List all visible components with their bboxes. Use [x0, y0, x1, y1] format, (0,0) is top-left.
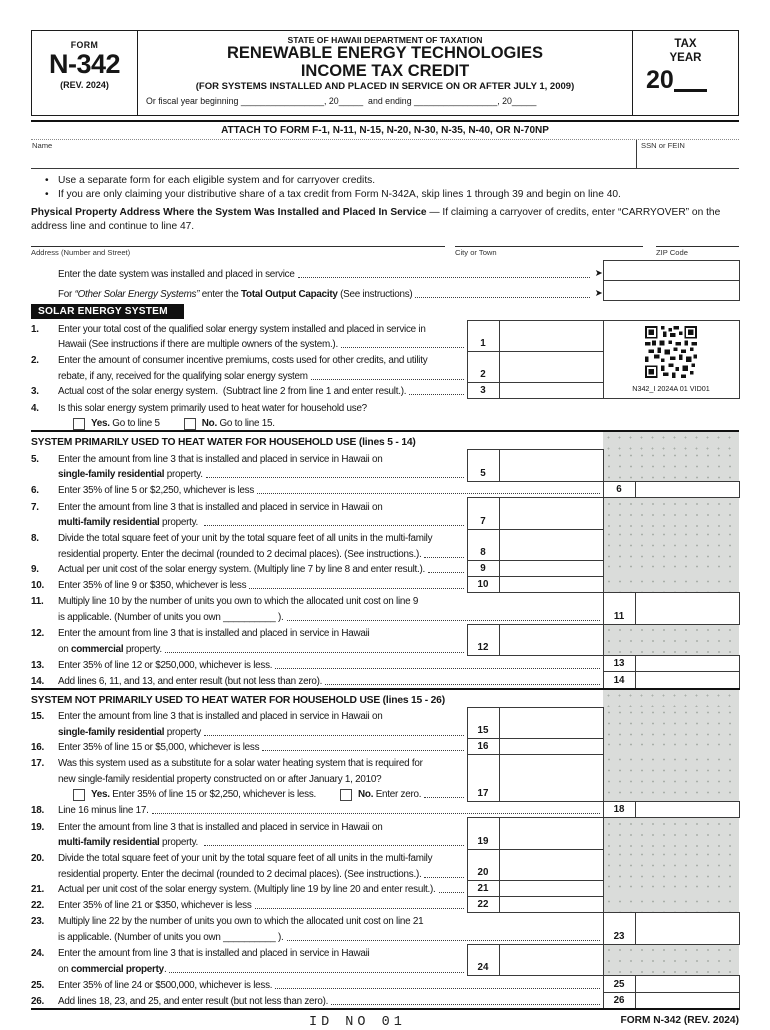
attach-instruction: ATTACH TO FORM F-1, N-11, N-15, N-20, N-30, N-35, N-40, OR N-70NP — [31, 120, 739, 139]
identity-row — [31, 139, 739, 169]
zip-field[interactable] — [656, 246, 739, 257]
line-number: 1. — [31, 323, 39, 335]
form-reference: FORM N-342 (REV. 2024) — [620, 1014, 739, 1026]
line-number: 21. — [31, 884, 44, 896]
name-field[interactable] — [31, 140, 636, 168]
department-line: STATE OF HAWAII DEPARTMENT OF TAXATION — [287, 35, 483, 45]
line-10-amount-box[interactable] — [499, 576, 603, 592]
dotted-leader — [275, 668, 599, 669]
line-number: 6. — [31, 485, 39, 497]
dotted-leader — [424, 877, 463, 878]
line-number: 17. — [31, 757, 44, 769]
line-item-9: 9. Actual per unit cost of the solar energy system. (Multiply line 7 by line 8 and enter result.). 9 — [31, 561, 739, 577]
line-number: 20. — [31, 853, 44, 864]
line-17-amount-box[interactable] — [499, 754, 603, 801]
form-id-block — [32, 31, 138, 115]
line-17-yes-checkbox[interactable] — [73, 789, 85, 801]
city-field[interactable] — [455, 246, 643, 257]
line-20-box-number: 20 — [467, 849, 499, 880]
line-number: 26. — [31, 995, 44, 1007]
line-24-amount-box[interactable] — [499, 944, 603, 975]
line-number: 5. — [31, 453, 39, 465]
line-number: 25. — [31, 980, 44, 991]
line-3-box-number: 3 — [467, 383, 499, 399]
bullet-2: • If you are only claiming your distributive share of a tax credit from Form N-342A, skip lines 1 through 39 and begin on line 40. — [45, 189, 621, 200]
line-25-amount-box[interactable] — [635, 976, 739, 992]
line-9-amount-box[interactable] — [499, 561, 603, 577]
physical-address-note: Physical Property Address Where the System Was Installed and Placed In Service — If claiming a carryover of credits, enter “CARRYOVER” on the address line and continue to line 47. — [31, 207, 721, 232]
section-title-heat: SYSTEM PRIMARILY USED TO HEAT WATER FOR HOUSEHOLD USE (lines 5 - 14) — [31, 431, 603, 450]
fiscal-year-line[interactable]: Or fiscal year beginning _________________, 20_____ and ending _________________, 20_____ — [146, 96, 537, 107]
dotted-leader — [204, 735, 464, 736]
shaded-cell — [603, 754, 739, 801]
street-label: Address (Number and Street) — [31, 248, 131, 257]
dotted-leader — [287, 620, 600, 621]
line-item-2: 2. Enter the amount of consumer incentive premiums, costs used for other credits, and utility rebate, if any, received for the qualifying solar energy system 2 — [31, 351, 739, 382]
line-number: 7. — [31, 501, 39, 513]
bullet-icon: • — [45, 175, 49, 186]
line-number: 3. — [31, 386, 39, 398]
output-capacity-box[interactable] — [603, 281, 739, 301]
line-number: 14. — [31, 675, 44, 687]
line-number: 2. — [31, 355, 39, 367]
line-number: 24. — [31, 948, 44, 960]
dotted-leader — [341, 347, 464, 348]
instructions — [31, 174, 739, 202]
line-item-23: 23. Multiply line 22 by the number of units you own to which the allocated unit cost on line 21 is applicable. (Number of units you own __________ ). 23 — [31, 912, 739, 944]
line-item-8: 8. Divide the total square feet of your unit by the total square feet of all units in the multi-family residential property. Enter the decimal (rounded to 2 decimal places). (See instructions.). 8 — [31, 529, 739, 560]
form-subtitle: (FOR SYSTEMS INSTALLED AND PLACED IN SERVICE ON OR AFTER JULY 1, 2009) — [195, 81, 575, 93]
section-bar-solar: SOLAR ENERGY SYSTEM — [31, 304, 184, 319]
dotted-leader — [152, 813, 600, 814]
line-13-box-number: 13 — [603, 656, 635, 672]
form-title-2: INCOME TAX CREDIT — [300, 61, 470, 80]
arrow-icon: ➤ — [594, 267, 603, 279]
shaded-cell — [603, 849, 739, 880]
dotted-leader — [409, 394, 463, 395]
form-revision: (REV. 2024) — [60, 80, 109, 91]
line-3-amount-box[interactable] — [499, 383, 603, 399]
line-number: 18. — [31, 805, 44, 817]
dotted-leader — [257, 493, 599, 494]
line-item-5: 5. Enter the amount from line 3 that is installed and placed in service in Hawaii on single-family residential property. 5 — [31, 450, 739, 481]
line-7-box-number: 7 — [467, 498, 499, 529]
dotted-leader — [262, 750, 463, 751]
shaded-cell — [603, 624, 739, 655]
dotted-leader — [165, 652, 464, 653]
line-25-box-number: 25 — [603, 976, 635, 992]
line-17-box-number: 17 — [467, 754, 499, 801]
line-item-18: 18. Line 16 minus line 17. 18 — [31, 801, 739, 818]
section-header-heat — [31, 431, 739, 450]
qr-code-cell — [603, 320, 739, 398]
line-number: 4. — [31, 402, 39, 414]
line-7-amount-box[interactable] — [499, 498, 603, 529]
arrow-icon: ➤ — [594, 287, 603, 299]
dotted-leader — [325, 684, 599, 685]
line-item-6: 6. Enter 35% of line 5 or $2,250, whichever is less 6 — [31, 481, 739, 498]
line-14-box-number: 14 — [603, 672, 635, 689]
line-number: 16. — [31, 742, 44, 754]
line-item-7: 7. Enter the amount from line 3 that is installed and placed in service in Hawaii on multi-family residential property. 7 — [31, 498, 739, 529]
tax-year-entry[interactable] — [633, 65, 738, 94]
shaded-cell — [603, 576, 739, 592]
ssn-field[interactable] — [636, 140, 739, 168]
line-1-box-number: 1 — [467, 320, 499, 351]
form-title-block — [138, 31, 632, 115]
tax-year-label-bottom: YEAR — [669, 51, 702, 64]
line-number: 23. — [31, 916, 44, 928]
line-12-box-number: 12 — [467, 624, 499, 655]
line-number: 9. — [31, 564, 39, 576]
section-title-not-heat: SYSTEM NOT PRIMARILY USED TO HEAT WATER FOR HOUSEHOLD USE (lines 15 - 26) — [31, 689, 603, 708]
line-item-22: 22. Enter 35% of line 21 or $350, whichever is less 22 — [31, 896, 739, 912]
line-item-12: 12. Enter the amount from line 3 that is installed and placed in service in Hawaii on commercial property. 12 — [31, 624, 739, 655]
line-26-amount-box[interactable] — [635, 992, 739, 1009]
line-item-3: 3. Actual cost of the solar energy system. (Subtract line 2 from line 1 and enter result.). 3 — [31, 383, 739, 399]
dotted-leader — [439, 892, 464, 893]
line-item-11: 11. Multiply line 10 by the number of units you own to which the allocated unit cost on line 9 is applicable. (Number of units you own __________ ). 11 — [31, 592, 739, 624]
street-address-field[interactable] — [31, 246, 445, 257]
line-item-4: 4. Is this solar energy system primarily used to heat water for household use? Yes. Go to line 5 No. Go to line 15. — [31, 402, 367, 430]
shaded-cell — [603, 689, 739, 708]
bullet-1: • Use a separate form for each eligible system and for carryover credits. — [45, 175, 376, 186]
line-11-amount-box[interactable] — [635, 592, 739, 624]
dotted-leader — [331, 1004, 599, 1005]
city-label: City or Town — [455, 248, 497, 257]
line-number: 10. — [31, 580, 44, 591]
line-16-amount-box[interactable] — [499, 739, 603, 755]
line-item-24: 24. Enter the amount from line 3 that is installed and placed in service in Hawaii on commercial property . 24 — [31, 944, 739, 975]
dotted-leader — [311, 379, 464, 380]
dotted-leader — [428, 572, 463, 573]
shaded-cell — [603, 818, 739, 849]
line-4-yes-checkbox[interactable] — [73, 418, 85, 430]
line-18-amount-box[interactable] — [635, 801, 739, 818]
dotted-leader — [275, 988, 599, 989]
form-grid — [31, 260, 740, 1010]
dotted-leader — [287, 940, 600, 941]
line-number: 12. — [31, 628, 44, 640]
line-15-amount-box[interactable] — [499, 707, 603, 738]
form-title-1: RENEWABLE ENERGY TECHNOLOGIES — [227, 44, 543, 62]
line-number: 22. — [31, 900, 44, 912]
line-13-amount-box[interactable] — [635, 656, 739, 672]
shaded-cell — [603, 529, 739, 560]
line-23-amount-box[interactable] — [635, 912, 739, 944]
line-number: 11. — [31, 596, 44, 608]
bullet-icon: • — [45, 189, 49, 200]
tax-year-label-top: TAX — [674, 38, 697, 50]
line-18-box-number: 18 — [603, 801, 635, 818]
dotted-leader — [204, 845, 464, 846]
line-4-no-checkbox[interactable] — [184, 418, 196, 430]
line-item-15: 15. Enter the amount from line 3 that is installed and placed in service in Hawaii on single-family residential property 15 — [31, 707, 739, 738]
output-capacity-row: For “Other Solar Energy Systems” enter the Total Output Capacity (See instructions) ➤ — [31, 281, 739, 301]
qr-code-label: N342_I 2024A 01 VID01 — [632, 383, 710, 393]
shaded-cell — [603, 739, 739, 755]
shaded-cell — [603, 881, 739, 897]
tax-year-prefix: 20 — [646, 65, 674, 94]
line-1-amount-box[interactable] — [499, 320, 603, 351]
line-24-box-number: 24 — [467, 944, 499, 975]
line-2-amount-box[interactable] — [499, 351, 603, 382]
name-label: Name — [32, 141, 53, 150]
line-item-25: 25. Enter 35% of line 24 or $500,000, whichever is less. 25 — [31, 976, 739, 992]
dotted-leader — [169, 972, 463, 973]
other-solar-systems-text: “Other Solar Energy Systems” — [74, 288, 200, 300]
line-9-box-number: 9 — [467, 561, 499, 577]
line-item-21: 21. Actual per unit cost of the solar energy system. (Multiply line 19 by line 20 and enter result.). 21 — [31, 881, 739, 897]
form-number: N-342 — [48, 49, 121, 79]
dotted-leader — [255, 908, 464, 909]
line-16-box-number: 16 — [467, 739, 499, 755]
line-number: 15. — [31, 710, 44, 722]
shaded-cell — [603, 707, 739, 738]
line-22-box-number: 22 — [467, 896, 499, 912]
line-20-amount-box[interactable] — [499, 849, 603, 880]
install-date-box[interactable] — [603, 261, 739, 281]
dotted-leader — [298, 277, 590, 278]
section-header-not-heat — [31, 689, 739, 708]
zip-label: ZIP Code — [656, 248, 688, 257]
line-item-16: 16. Enter 35% of line 15 or $5,000, whichever is less 16 — [31, 739, 739, 755]
shaded-cell — [603, 450, 739, 481]
line-19-box-number: 19 — [467, 818, 499, 849]
line-23-box-number: 23 — [603, 912, 635, 944]
shaded-cell — [603, 944, 739, 975]
line-2-box-number: 2 — [467, 351, 499, 382]
install-date-row — [31, 261, 739, 281]
line-item-1: 1. Enter your total cost of the qualified solar energy system installed and placed in service in Hawaii (See instructions if there are multiple owners of the system.). 1 N342_I 2024A 01 VID01 — [31, 320, 739, 351]
shaded-cell — [603, 896, 739, 912]
line-item-17: 17. Was this system used as a substitute for a solar water heating system that is required for new single-family residential property constructed on or after January 1, 2010? Yes. Enter 35% of line 15 or $2,250, whichever is less. No. Enter zero. 17 — [31, 754, 739, 801]
line-12-amount-box[interactable] — [499, 624, 603, 655]
line-number: 19. — [31, 821, 44, 833]
line-item-19: 19. Enter the amount from line 3 that is installed and placed in service in Hawaii on multi-family residential property. 19 — [31, 818, 739, 849]
dotted-leader — [424, 557, 463, 558]
tax-year-blank[interactable] — [674, 71, 707, 92]
line-8-amount-box[interactable] — [499, 529, 603, 560]
line-15-box-number: 15 — [467, 707, 499, 738]
line-14-amount-box[interactable] — [635, 672, 739, 689]
qr-code-icon — [645, 326, 697, 378]
address-row — [31, 246, 739, 257]
total-output-capacity-text: Total Output Capacity — [241, 288, 338, 300]
solar-section-row — [31, 301, 739, 321]
shaded-cell — [603, 561, 739, 577]
shaded-cell — [603, 498, 739, 529]
line-6-box-number: 6 — [603, 481, 635, 498]
tax-year-block — [632, 31, 738, 115]
dotted-leader — [206, 477, 464, 478]
line-26-box-number: 26 — [603, 992, 635, 1009]
line-item-20: 20. Divide the total square feet of your unit by the total square feet of all units in the multi-family residential property. Enter the decimal (rounded to 2 decimal places). (See instructions.). 20 — [31, 849, 739, 880]
id-number: ID NO 01 — [309, 1014, 406, 1030]
form-label: FORM — [70, 40, 99, 50]
line-item-14: 14. Add lines 6, 11, and 13, and enter result (but not less than zero). 14 — [31, 672, 739, 689]
line-number: 13. — [31, 659, 44, 671]
ssn-label: SSN or FEIN — [641, 141, 685, 150]
dotted-leader — [204, 525, 464, 526]
line-21-box-number: 21 — [467, 881, 499, 897]
line-21-amount-box[interactable] — [499, 881, 603, 897]
dotted-leader — [424, 797, 463, 798]
form-header — [31, 30, 739, 116]
line-6-amount-box[interactable] — [635, 481, 739, 498]
install-date-text: Enter the date system was installed and placed in service — [58, 268, 295, 280]
dotted-leader — [415, 297, 589, 298]
line-8-box-number: 8 — [467, 529, 499, 560]
line-item-10: 10. Enter 35% of line 9 or $350, whichever is less 10 — [31, 576, 739, 592]
line-19-amount-box[interactable] — [499, 818, 603, 849]
page-footer — [31, 1015, 739, 1030]
line-item-26: 26. Add lines 18, 23, and 25, and enter result (but not less than zero). 26 — [31, 992, 739, 1009]
line-17-no-checkbox[interactable] — [340, 789, 352, 801]
dotted-leader — [249, 588, 463, 589]
shaded-cell — [603, 431, 739, 450]
line-item-13: 13. Enter 35% of line 12 or $250,000, whichever is less. 13 — [31, 656, 739, 672]
line-22-amount-box[interactable] — [499, 896, 603, 912]
line-5-box-number: 5 — [467, 450, 499, 481]
line-number: 8. — [31, 532, 39, 544]
line-5-amount-box[interactable] — [499, 450, 603, 481]
line-11-box-number: 11 — [603, 592, 635, 624]
line-10-box-number: 10 — [467, 576, 499, 592]
